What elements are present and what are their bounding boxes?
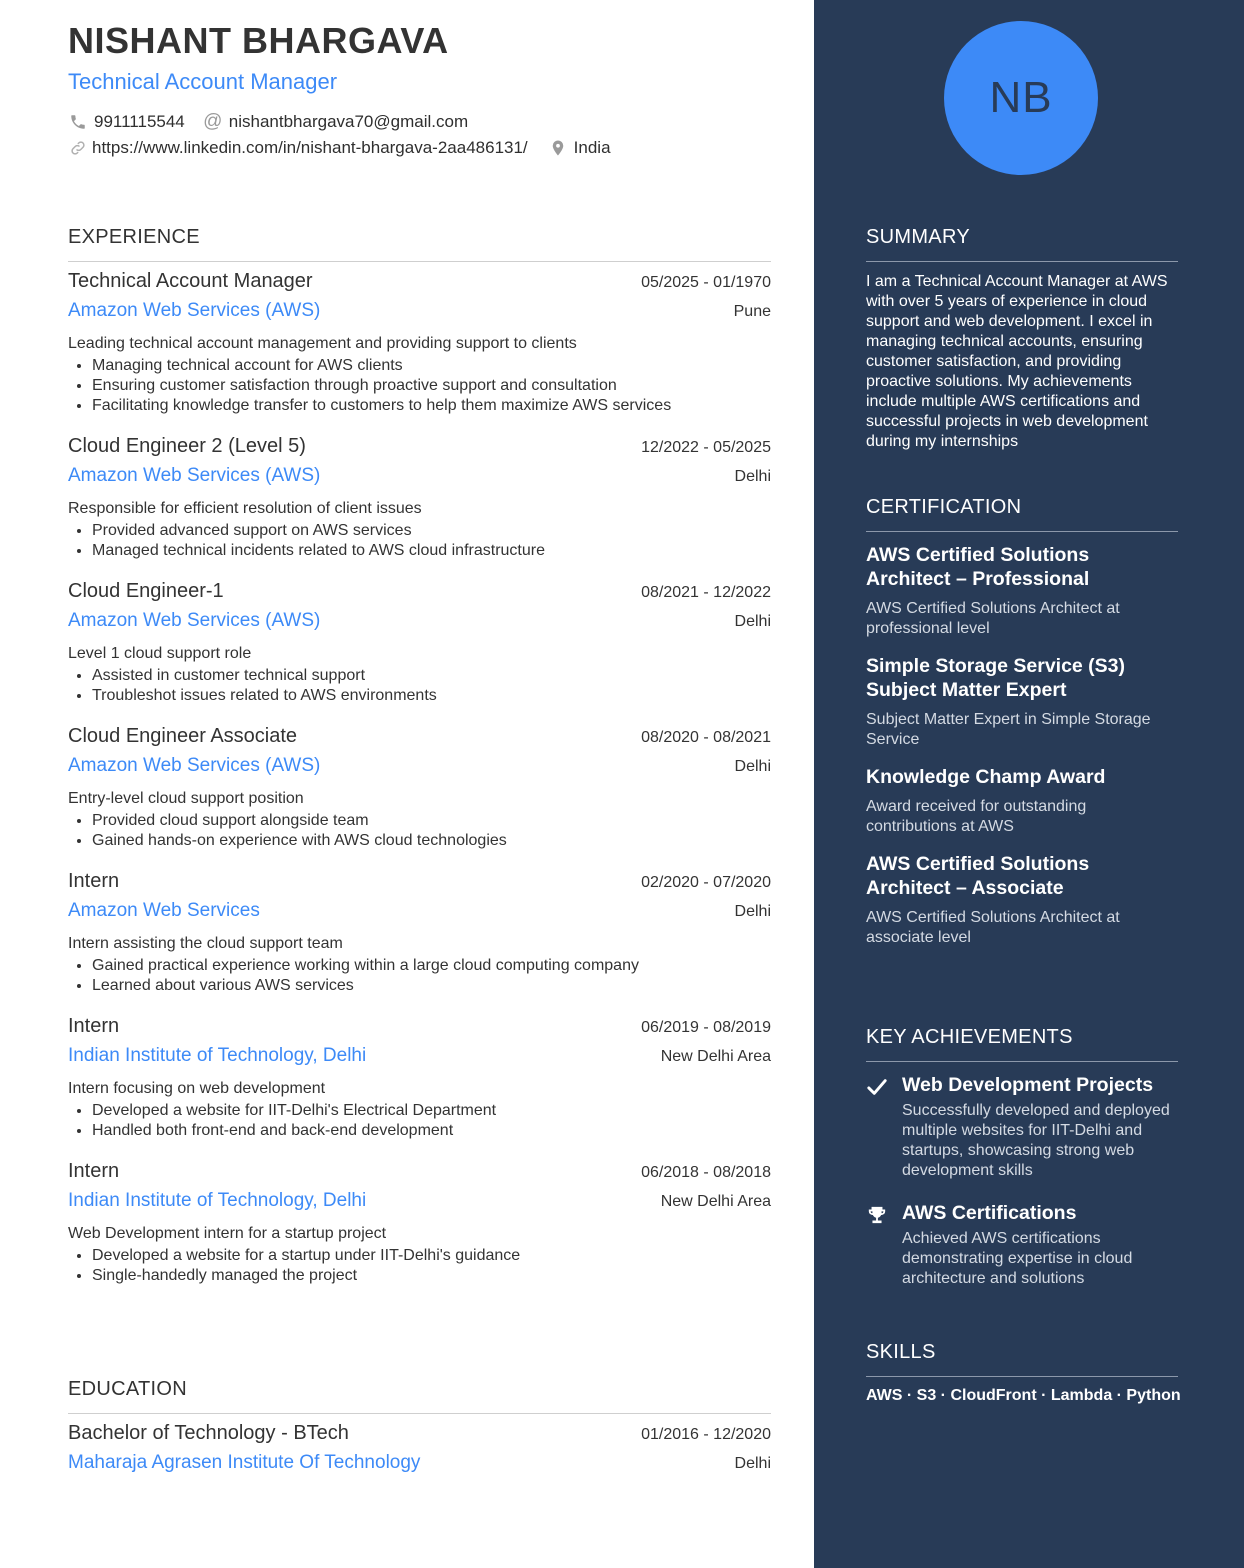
summary-text: I am a Technical Account Manager at AWS with over 5 years of experience in cloud support and web development. I excel in managing technical accounts, ensuring customer satisfaction, and providing proactive solutions. My achievements include multiple AWS certifications and successful projects in web development during my internships — [866, 273, 1168, 450]
job-entry — [68, 1015, 771, 1141]
job-entry — [68, 270, 771, 416]
check-icon — [866, 1073, 902, 1181]
certification-description: AWS Certified Solutions Architect at professional level — [866, 600, 1120, 637]
job-header — [68, 870, 771, 893]
avatar: NB — [944, 21, 1098, 175]
company-name[interactable]: Amazon Web Services (AWS) — [68, 300, 321, 321]
certification-description: Award received for outstanding contributions at AWS — [866, 798, 1087, 835]
contact-info — [68, 109, 788, 161]
job-description: Intern assisting the cloud support team — [68, 935, 343, 952]
email-link[interactable]: nishantbhargava70@gmail.com — [228, 112, 469, 131]
job-title: Intern — [68, 1015, 120, 1037]
job-header — [68, 435, 771, 458]
job-title: Intern — [68, 1160, 120, 1182]
job-bullets — [68, 811, 771, 851]
experience-list — [68, 270, 771, 1305]
job-dates: 02/2020 - 07/2020 — [641, 874, 771, 891]
job-subheader — [68, 465, 771, 487]
certification-list — [866, 543, 1178, 963]
bullet-item: • Single-handedly managed the project — [92, 1266, 771, 1286]
job-bullets — [68, 1101, 771, 1141]
education-entry — [68, 1422, 771, 1474]
certification-title: AWS Certified Solutions Architect – Professional — [866, 544, 1090, 590]
job-title: Technical Account Manager — [68, 270, 313, 292]
bullet-item: • Learned about various AWS services — [92, 976, 771, 996]
achievement-title: AWS Certifications — [902, 1202, 1077, 1224]
job-bullets — [68, 356, 771, 416]
bullet-item: • Handled both front-end and back-end development — [92, 1121, 771, 1141]
achievement-title: Web Development Projects — [902, 1074, 1154, 1096]
job-title: Cloud Engineer-1 — [68, 580, 224, 602]
job-entry — [68, 435, 771, 561]
certification-description: AWS Certified Solutions Architect at associate level — [866, 909, 1120, 946]
job-description: Level 1 cloud support role — [68, 645, 252, 662]
certification-title: Knowledge Champ Award — [866, 766, 1106, 788]
job-dates: 06/2018 - 08/2018 — [641, 1164, 771, 1181]
bullet-item: • Developed a website for IIT-Delhi's Electrical Department — [92, 1101, 771, 1121]
job-location: Delhi — [734, 903, 771, 920]
linkedin-link[interactable]: https://www.linkedin.com/in/nishant-bhargava-2aa486131/ — [92, 138, 528, 157]
job-bullets — [68, 1246, 771, 1286]
trophy-icon — [866, 1201, 902, 1289]
education-dates: 01/2016 - 12/2020 — [641, 1426, 771, 1443]
job-description: Entry-level cloud support position — [68, 790, 304, 807]
job-header — [68, 1160, 771, 1183]
summary-heading: SUMMARY — [866, 226, 1178, 262]
job-description: Leading technical account management and providing support to clients — [68, 335, 577, 352]
job-dates: 08/2020 - 08/2021 — [641, 729, 771, 746]
company-name[interactable]: Indian Institute of Technology, Delhi — [68, 1190, 367, 1211]
job-bullets — [68, 666, 771, 706]
job-subheader — [68, 755, 771, 777]
achievements-list — [866, 1073, 1178, 1309]
bullet-item: • Gained practical experience working within a large cloud computing company — [92, 956, 771, 976]
bullet-item: • Provided cloud support alongside team — [92, 811, 771, 831]
job-location: Delhi — [734, 613, 771, 630]
job-dates: 08/2021 - 12/2022 — [641, 584, 771, 601]
certification-item — [866, 765, 1178, 837]
job-dates: 05/2025 - 01/1970 — [641, 274, 771, 291]
certification-item — [866, 543, 1178, 639]
job-location: Pune — [733, 303, 771, 320]
company-name[interactable]: Amazon Web Services (AWS) — [68, 610, 321, 631]
bullet-item: • Assisted in customer technical support — [92, 666, 771, 686]
phone-number[interactable]: 9911115544 — [94, 112, 185, 131]
job-description: Intern focusing on web development — [68, 1080, 326, 1097]
at-icon: @ — [203, 111, 223, 132]
job-subheader — [68, 300, 771, 322]
bullet-item: • Ensuring customer satisfaction through proactive support and consultation — [92, 376, 771, 396]
job-subheader — [68, 900, 771, 922]
job-subheader — [68, 1190, 771, 1212]
bullet-item: • Managed technical incidents related to AWS cloud infrastructure — [92, 541, 771, 561]
certification-title: AWS Certified Solutions Architect – Associate — [866, 853, 1090, 899]
job-title: Cloud Engineer Associate — [68, 725, 298, 747]
bullet-item: • Provided advanced support on AWS services — [92, 521, 771, 541]
achievement-item — [866, 1073, 1178, 1181]
link-icon — [68, 138, 88, 158]
certification-title: Simple Storage Service (S3) Subject Matter Expert — [866, 655, 1126, 701]
job-dates: 12/2022 - 05/2025 — [641, 439, 771, 456]
skills-list: AWS · S3 · CloudFront · Lambda · Python — [866, 1387, 1181, 1404]
candidate-name: NISHANT BHARGAVA — [68, 20, 449, 61]
job-location: Delhi — [734, 468, 771, 485]
job-description: Responsible for efficient resolution of client issues — [68, 500, 422, 517]
school-name[interactable]: Maharaja Agrasen Institute Of Technology — [68, 1452, 421, 1473]
certification-heading: CERTIFICATION — [866, 496, 1178, 532]
key-achievements-heading: KEY ACHIEVEMENTS — [866, 1026, 1178, 1062]
achievement-item — [866, 1201, 1178, 1289]
bullet-item: • Developed a website for a startup under IIT-Delhi's guidance — [92, 1246, 771, 1266]
degree-title: Bachelor of Technology - BTech — [68, 1422, 349, 1444]
experience-heading: EXPERIENCE — [68, 226, 771, 262]
job-location: Delhi — [734, 758, 771, 775]
job-location: New Delhi Area — [660, 1193, 771, 1210]
certification-description: Subject Matter Expert in Simple Storage Service — [866, 711, 1151, 748]
company-name[interactable]: Amazon Web Services (AWS) — [68, 755, 321, 776]
bullet-item: • Gained hands-on experience with AWS cloud technologies — [92, 831, 771, 851]
job-description: Web Development intern for a startup project — [68, 1225, 387, 1242]
achievement-body — [902, 1073, 1178, 1181]
candidate-role: Technical Account Manager — [68, 69, 338, 94]
job-subheader — [68, 1045, 771, 1067]
job-subheader — [68, 610, 771, 632]
achievement-description: Achieved AWS certifications demonstrating expertise in cloud architecture and solutions — [902, 1230, 1133, 1287]
job-title: Cloud Engineer 2 (Level 5) — [68, 435, 306, 457]
bullet-item: • Facilitating knowledge transfer to customers to help them maximize AWS services — [92, 396, 771, 416]
job-header — [68, 1015, 771, 1038]
job-dates: 06/2019 - 08/2019 — [641, 1019, 771, 1036]
company-name[interactable]: Amazon Web Services (AWS) — [68, 465, 321, 486]
job-location: New Delhi Area — [660, 1048, 771, 1065]
certification-item — [866, 654, 1178, 750]
bullet-item: • Troubleshot issues related to AWS environments — [92, 686, 771, 706]
company-name[interactable]: Amazon Web Services — [68, 900, 260, 921]
achievement-description: Successfully developed and deployed multiple websites for IIT-Delhi and startups, showcasing strong web development skills — [902, 1102, 1170, 1179]
bullet-item: • Managing technical account for AWS clients — [92, 356, 771, 376]
job-title: Intern — [68, 870, 120, 892]
certification-item — [866, 852, 1178, 948]
education-location: Delhi — [734, 1455, 771, 1472]
sidebar — [814, 0, 1244, 1568]
job-entry — [68, 580, 771, 706]
job-header — [68, 725, 771, 748]
phone-icon — [68, 112, 88, 132]
location-text: India — [573, 138, 611, 157]
company-name[interactable]: Indian Institute of Technology, Delhi — [68, 1045, 367, 1066]
job-bullets — [68, 521, 771, 561]
job-header — [68, 580, 771, 603]
achievement-body — [902, 1201, 1178, 1289]
job-bullets — [68, 956, 771, 996]
location-pin-icon — [548, 138, 568, 158]
job-entry — [68, 725, 771, 851]
job-entry — [68, 870, 771, 996]
job-header — [68, 270, 771, 293]
skills-heading: SKILLS — [866, 1341, 1178, 1377]
education-heading: EDUCATION — [68, 1378, 771, 1414]
job-entry — [68, 1160, 771, 1286]
